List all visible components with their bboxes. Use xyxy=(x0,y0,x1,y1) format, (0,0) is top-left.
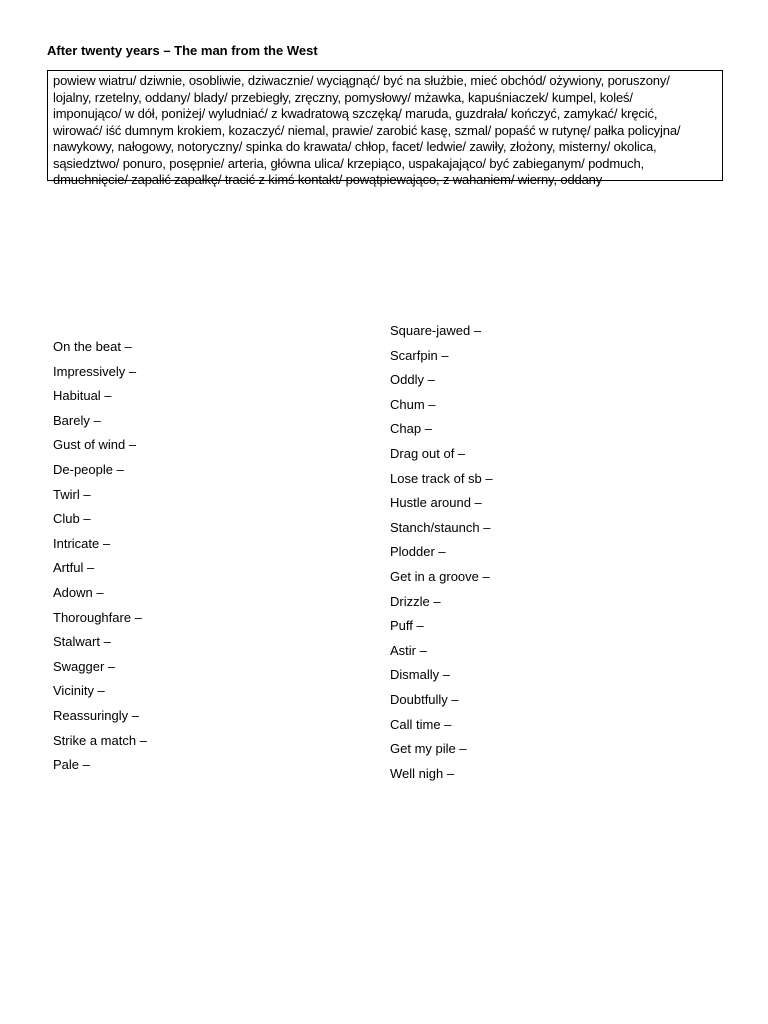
vocab-term: Stalwart – xyxy=(53,634,111,650)
vocab-term: On the beat – xyxy=(53,339,132,354)
vocab-term: Get my pile – xyxy=(390,741,467,757)
vocab-term: Barely – xyxy=(53,412,101,428)
word-bank-line: powiew wiatru/ dziwnie, osobliwie, dziwacznie/ wyciągnąć/ być na służbie, mieć obchód/ ożywiony, poruszony/ xyxy=(53,73,670,88)
vocab-term: Drizzle – xyxy=(390,593,441,609)
vocab-term: Artful – xyxy=(53,560,95,576)
vocab-term: Astir – xyxy=(390,642,427,658)
vocab-term: Swagger – xyxy=(53,658,116,674)
vocab-term: Lose track of sb – xyxy=(390,470,493,486)
word-bank-line: lojalny, rzetelny, oddany/ blady/ przebiegły, zręczny, pomysłowy/ mżawka, kapuśniaczek/ kumpel, koleś/ xyxy=(53,89,633,105)
word-bank-line: sąsiedztwo/ ponuro, posępnie/ arteria, główna ulica/ krzepiąco, uspakajająco/ być zabieganym/ podmuch, xyxy=(53,155,644,171)
vocab-term: Stanch/staunch – xyxy=(390,519,491,535)
vocab-term: Habitual – xyxy=(53,388,112,404)
page-title: After twenty years – The man from the West xyxy=(47,43,318,58)
word-bank-box xyxy=(47,70,723,187)
vocab-term: Club – xyxy=(53,511,91,527)
vocab-term: Vicinity – xyxy=(53,683,105,699)
vocab-term: De-people – xyxy=(53,462,124,477)
vocab-term: Plodder – xyxy=(390,544,446,560)
vocab-term: Well nigh – xyxy=(390,765,455,781)
vocab-term: Adown – xyxy=(53,585,104,600)
vocab-term: Twirl – xyxy=(53,486,91,502)
word-bank-line: nawykowy, nałogowy, notoryczny/ spinka do krawata/ chłop, facet/ ledwie/ zawiły, złożony, misterny/ okolica, xyxy=(53,139,657,154)
word-bank-line: wirować/ iść dumnym krokiem, kozaczyć/ niemal, prawie/ zarobić kasę, szmal/ popaść w rutynę/ pałka policyjna/ xyxy=(53,122,681,138)
vocab-term: Square-jawed – xyxy=(390,323,482,338)
vocab-term: Hustle around – xyxy=(390,495,482,511)
vocab-term: Impressively – xyxy=(53,363,137,379)
vocab-term: Oddly – xyxy=(390,372,435,388)
vocab-term: Pale – xyxy=(53,757,90,773)
vocab-term: Chum – xyxy=(390,396,436,412)
word-bank-line: dmuchnięcie/ zapalić zapałkę/ tracić z kimś kontakt/ powątpiewająco, z wahaniem/ wierny, oddany xyxy=(53,172,603,187)
vocab-term: Gust of wind – xyxy=(53,437,137,453)
vocab-term: Strike a match – xyxy=(53,732,147,748)
word-bank-line: imponująco/ w dół, poniżej/ wyludniać/ z kwadratową szczęką/ maruda, guzdrała/ kończyć, zamykać/ kręcić, xyxy=(53,106,658,121)
vocab-term: Doubtfully – xyxy=(390,692,459,707)
vocab-term: Reassuringly – xyxy=(53,708,139,723)
vocab-term: Intricate – xyxy=(53,535,111,551)
vocab-term: Scarfpin – xyxy=(390,347,449,363)
vocab-term: Call time – xyxy=(390,716,452,732)
vocab-term: Thoroughfare – xyxy=(53,609,142,625)
vocab-term: Puff – xyxy=(390,618,424,634)
vocab-term: Chap – xyxy=(390,421,432,437)
vocab-term: Get in a groove – xyxy=(390,569,490,584)
vocab-term: Dismally – xyxy=(390,667,450,683)
vocab-term: Drag out of – xyxy=(390,446,466,461)
